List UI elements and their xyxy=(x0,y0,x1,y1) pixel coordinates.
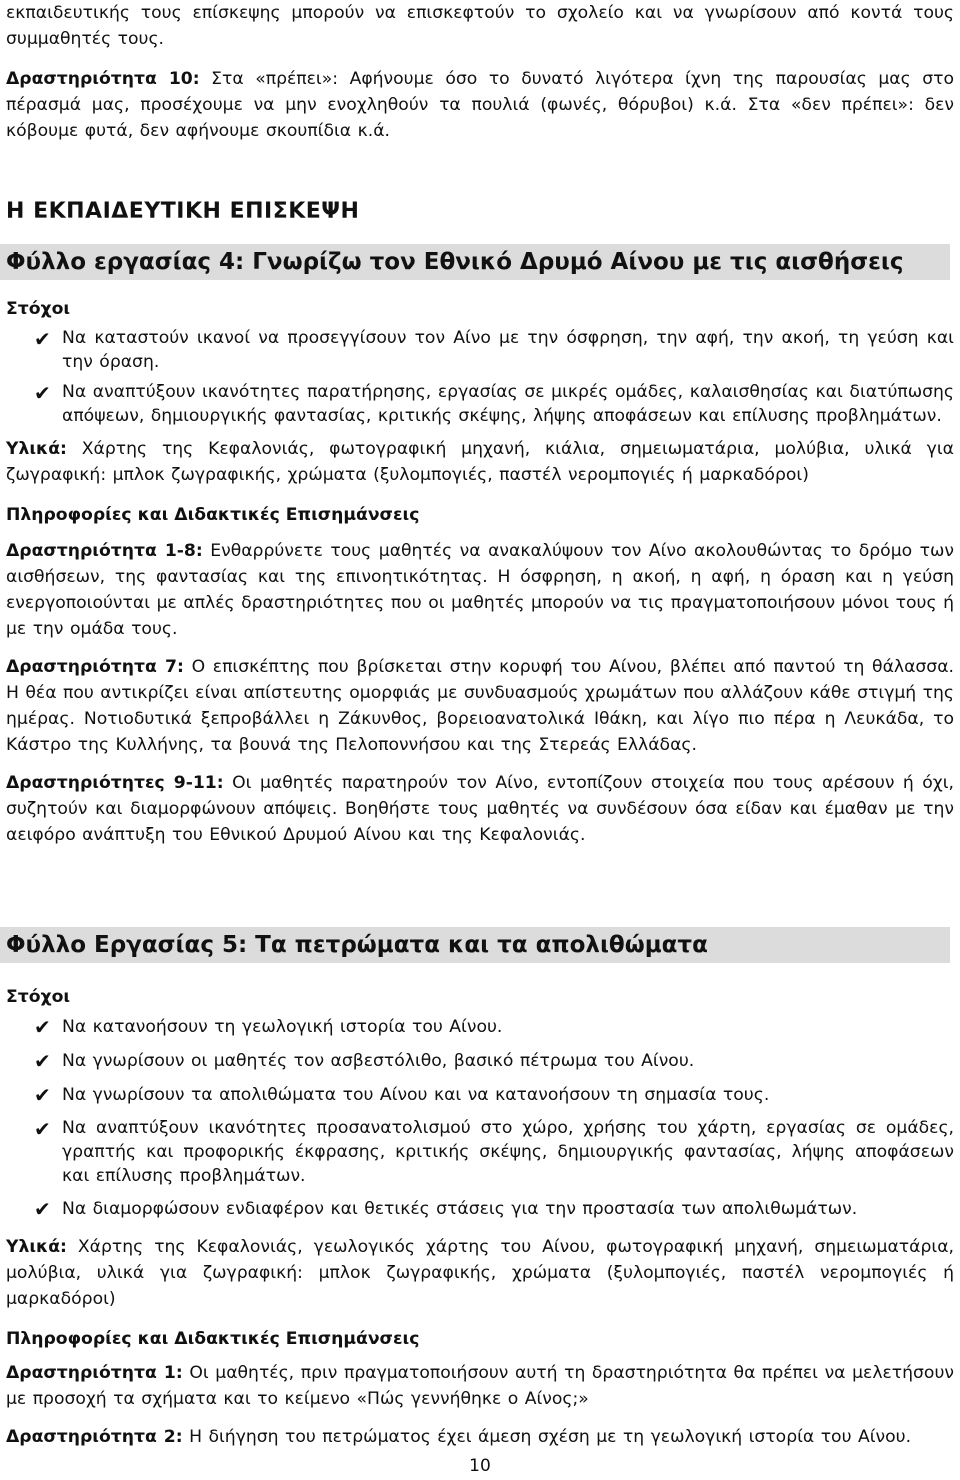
goal-item xyxy=(0,326,960,374)
materials-text: Χάρτης της Κεφαλονιάς, γεωλογικός χάρτης του Αίνου, φωτογραφική μηχανή, σημειωματάρια, μολύβια, υλικά για ζωγραφική: μπλοκ ζωγραφικής, χρώματα (ξυλομπογιές, παστέλ νερομπογιές ή μαρκαδόροι) xyxy=(6,1237,954,1309)
worksheet-5-activity-paragraph xyxy=(0,1424,960,1450)
activity-label: Δραστηριότητα 7: xyxy=(6,657,184,677)
goal-item xyxy=(0,1014,960,1040)
worksheet-5-goals-heading: Στόχοι xyxy=(6,987,71,1007)
materials-text: Χάρτης της Κεφαλονιάς, φωτογραφική μηχανή, κιάλια, σημειωματάρια, μολύβια, υλικά για ζωγραφική: μπλοκ ζωγραφικής, χρώματα (ξυλομπογιές, παστέλ νερομπογιές ή μαρκαδόροι) xyxy=(6,439,954,485)
checkmark-icon: ✔ xyxy=(34,1049,51,1073)
checkmark-icon: ✔ xyxy=(34,1083,51,1107)
goal-text: Να αναπτύξουν ικανότητες προσανατολισμού στο χώρο, χρήσης του χάρτη, εργασίας σε ομάδες, γραπτής και προφορικής έκφρασης, κριτικής σκέψης, δημιουργικής φαντασίας, λήψης αποφάσεων και επίλυσης προβλημάτων. xyxy=(62,1118,954,1186)
intro-paragraph: εκπαιδευτικής τους επίσκεψης μπορούν να επισκεφτούν το σχολείο και να γνωρίσουν από κοντά τους συμμαθητές τους. xyxy=(6,3,954,49)
activity-text: Ενθαρρύνετε τους μαθητές να ανακαλύψουν τον Αίνο ακολουθώντας το δρόμο των αισθήσεων, της φαντασίας και της επινοητικότητας. Η όσφρηση, η ακοή, η αφή, η όραση και η γεύση ενεργοποιούνται με απλές δραστηριότητες που οι μαθητές μπορούν να τις πραγματοποιήσουν μόνοι τους ή με την ομάδα τους. xyxy=(6,541,954,639)
materials-label: Υλικά: xyxy=(6,1237,67,1257)
worksheet-5-activity-paragraph xyxy=(0,1360,960,1412)
goal-text: Να γνωρίσουν οι μαθητές τον ασβεστόλιθο, βασικό πέτρωμα του Αίνου. xyxy=(62,1051,695,1071)
activity-text: Η διήγηση του πετρώματος έχει άμεση σχέση με τη γεωλογική ιστορία του Αίνου. xyxy=(182,1427,912,1447)
worksheet-4-activity-paragraph xyxy=(0,654,960,758)
worksheet-4-info-heading: Πληροφορίες και Διδακτικές Επισημάνσεις xyxy=(6,505,420,525)
goal-text: Να κατανοήσουν τη γεωλογική ιστορία του Αίνου. xyxy=(62,1017,503,1037)
activity-text: Οι μαθητές, πριν πραγματοποιήσουν αυτή τη δραστηριότητα θα πρέπει να μελετήσουν με προσοχή τα σχήματα και το κείμενο «Πώς γεννήθηκε ο Αίνος;» xyxy=(6,1363,954,1409)
worksheet-4-goals-heading: Στόχοι xyxy=(6,299,71,319)
checkmark-icon: ✔ xyxy=(34,327,51,351)
activity-10-paragraph xyxy=(0,66,960,144)
goal-text: Να αναπτύξουν ικανότητες παρατήρησης, εργασίας σε μικρές ομάδες, καλαισθησίας και διατύπωσης απόψεων, δημιουργικής φαντασίας, κριτικής σκέψης, λήψης αποφάσεων και επίλυσης προβλημάτων. xyxy=(62,382,954,426)
intro-block xyxy=(0,0,960,144)
worksheet-4-activity-paragraph xyxy=(0,770,960,848)
goal-item xyxy=(0,1082,960,1108)
activity-label: Δραστηριότητα 2: xyxy=(6,1427,183,1447)
activity-text: Οι μαθητές παρατηρούν τον Αίνο, εντοπίζουν στοιχεία που τους αρέσουν ή όχι, συζητούν και διαμορφώνουν απόψεις. Βοηθήστε τους μαθητές να συνδέσουν όσα είδαν και έμαθαν με την αειφόρο ανάπτυξη του Εθνικού Δρυμού Αίνου και της Κεφαλονιάς. xyxy=(6,773,955,845)
activity-10-label: Δραστηριότητα 10: xyxy=(6,69,200,89)
worksheet-5-info-heading: Πληροφορίες και Διδακτικές Επισημάνσεις xyxy=(6,1329,420,1349)
worksheet-4-body xyxy=(0,296,960,848)
goal-text: Να γνωρίσουν τα απολιθώματα του Αίνου και να κατανοήσουν τη σημασία τους. xyxy=(62,1085,770,1105)
goal-text: Να διαμορφώσουν ενδιαφέρον και θετικές στάσεις για την προστασία των απολιθωμάτων. xyxy=(62,1199,858,1219)
checkmark-icon: ✔ xyxy=(34,1015,51,1039)
worksheet-5-materials xyxy=(0,1234,960,1312)
section-title: Η ΕΚΠΑΙΔΕΥΤΙΚΗ ΕΠΙΣΚΕΨΗ xyxy=(6,199,360,224)
worksheet-4-materials xyxy=(0,436,960,488)
checkmark-icon: ✔ xyxy=(34,1197,51,1221)
activity-10-text: Στα «πρέπει»: Αφήνουμε όσο το δυνατό λιγότερα ίχνη της παρουσίας μας στο πέρασμά μας, προσέχουμε να μην ενοχληθούν τα πουλιά (φωνές, θόρυβοι) κ.ά. Στα «δεν πρέπει»: δεν κόβουμε φυτά, δεν αφήνουμε σκουπίδια κ.ά. xyxy=(6,69,954,141)
worksheet-5-body xyxy=(0,984,960,1450)
activity-label: Δραστηριότητα 1: xyxy=(6,1363,183,1383)
worksheet-4-activity-paragraph xyxy=(0,538,960,642)
goal-item xyxy=(0,1116,960,1188)
checkmark-icon: ✔ xyxy=(34,1117,51,1141)
goal-item xyxy=(0,1196,960,1222)
goal-item xyxy=(0,1048,960,1074)
worksheet-4-title: Φύλλο εργασίας 4: Γνωρίζω τον Εθνικό Δρυμό Αίνου με τις αισθήσεις xyxy=(0,244,950,280)
activity-label: Δραστηριότητα 1-8: xyxy=(6,541,203,561)
activity-label: Δραστηριότητες 9-11: xyxy=(6,773,224,793)
page-number: 10 xyxy=(469,1456,491,1476)
activity-text: Ο επισκέπτης που βρίσκεται στην κορυφή του Αίνου, βλέπει από παντού τη θάλασσα. Η θέα που αντικρίζει είναι απίστευτης ομορφιάς με συνδυασμούς χρωμάτων που αλλάζουν κάθε στιγμή της ημέρας. Νοτιοδυτικά ξεπροβάλλει η Ζάκυνθος, βορειοανατολικά Ιθάκη, και λίγο πιο πέρα η Λευκάδα, το Κάστρο της Κυλλήνης, τα βουνά της Πελοποννήσου και της Στερεάς Ελλάδας. xyxy=(6,657,954,755)
goal-item xyxy=(0,380,960,428)
goal-text: Να καταστούν ικανοί να προσεγγίσουν τον Αίνο με την όσφρηση, την αφή, την ακοή, τη γεύση και την όραση. xyxy=(62,328,954,372)
checkmark-icon: ✔ xyxy=(34,381,51,405)
materials-label: Υλικά: xyxy=(6,439,67,459)
worksheet-5-title: Φύλλο Εργασίας 5: Τα πετρώματα και τα απολιθώματα xyxy=(0,927,950,963)
